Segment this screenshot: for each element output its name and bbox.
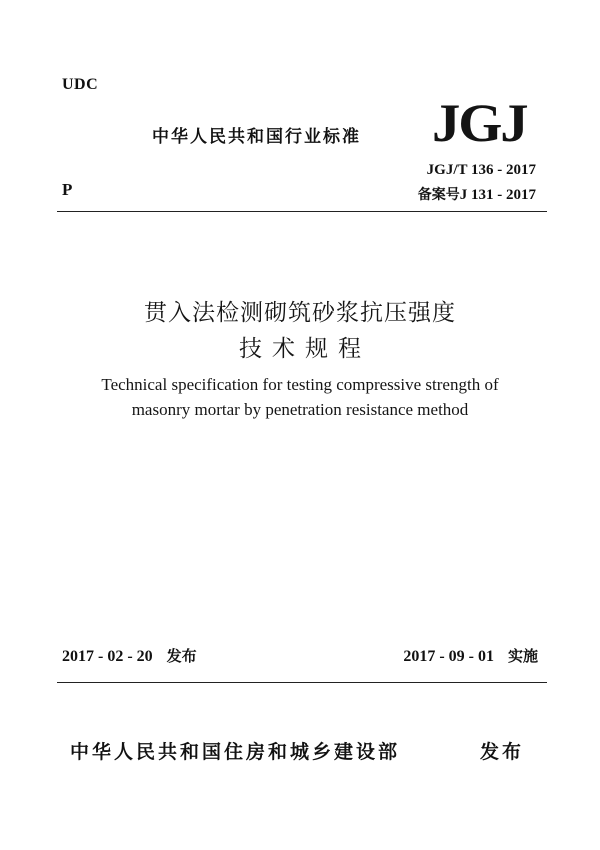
- implement-label: 实施: [507, 647, 538, 665]
- record-label: 备案号: [417, 187, 460, 203]
- issue-date: 2017 - 02 - 20: [62, 648, 153, 665]
- issue-label: 发布: [166, 647, 197, 665]
- record-number: J 131 - 2017: [459, 187, 536, 203]
- top-divider: [57, 211, 547, 212]
- publisher-name: 中华人民共和国住房和城乡建设部: [70, 741, 401, 763]
- record-number-line: [418, 184, 536, 204]
- issue-date-line: [62, 645, 197, 666]
- implement-date-line: [403, 645, 538, 666]
- standard-code: JGJ/T 136 - 2017: [426, 162, 536, 178]
- category-code: P: [62, 180, 73, 199]
- publish-label: 发布: [480, 741, 525, 763]
- bottom-divider: [57, 682, 547, 683]
- jgj-logo: JGJ: [432, 93, 527, 153]
- title-cn-line1: 贯入法检测砌筑砂浆抗压强度: [144, 300, 456, 326]
- udc-label: UDC: [62, 76, 99, 93]
- implement-date: 2017 - 09 - 01: [403, 648, 494, 665]
- standard-type: 中华人民共和国行业标准: [152, 127, 361, 147]
- title-cn-line2: 技术规程: [239, 336, 371, 362]
- title-en-line2: masonry mortar by penetration resistance method: [131, 400, 469, 419]
- title-en-line1: Technical specification for testing compressive strength of: [101, 375, 499, 394]
